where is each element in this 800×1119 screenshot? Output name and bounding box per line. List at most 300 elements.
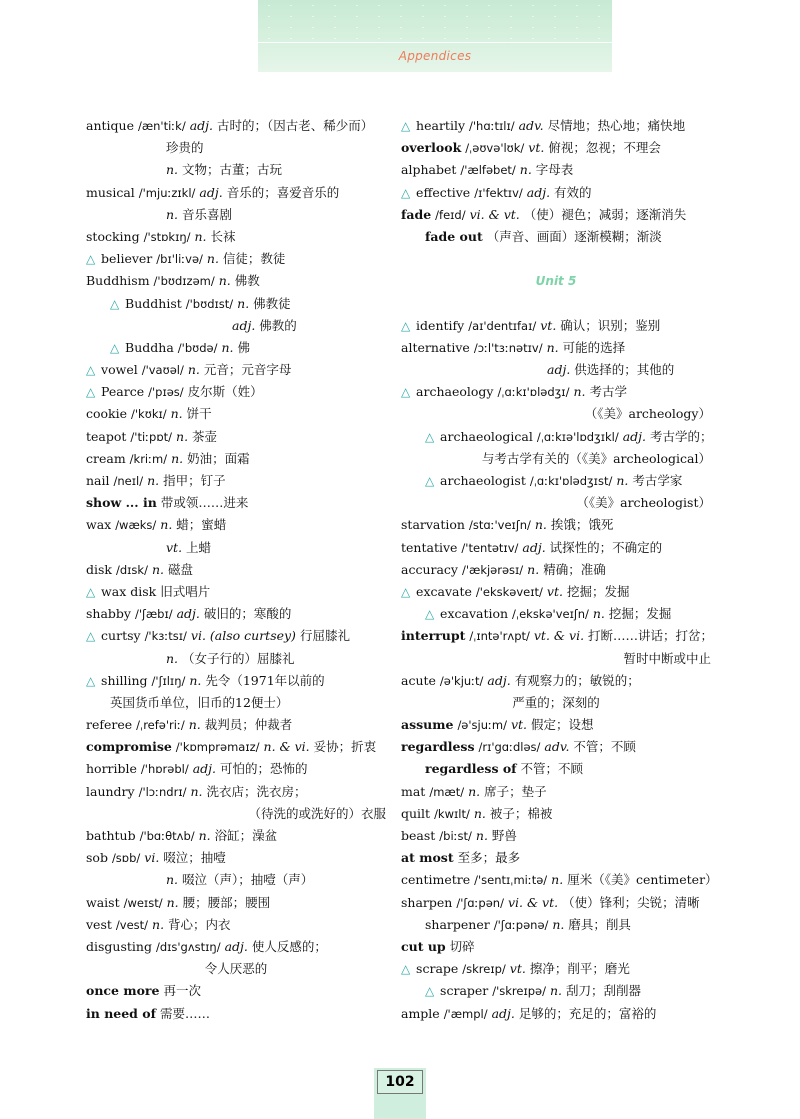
headword: ample xyxy=(401,1005,440,1021)
definition: 使人反感的； xyxy=(251,938,327,954)
definition: 英国货币单位，旧币的12便士） xyxy=(110,694,289,710)
headword: fade xyxy=(401,206,432,222)
pronunciation: /skreɪp/ xyxy=(462,962,506,977)
definition: 裁判员；仲裁者 xyxy=(204,717,293,733)
definition: 刮刀；刮削器 xyxy=(566,983,642,999)
glossary-line xyxy=(86,581,386,603)
headword: effective xyxy=(416,184,471,200)
headword: stocking xyxy=(86,228,140,244)
glossary-line xyxy=(401,670,711,692)
definition: 再一次 xyxy=(163,983,201,999)
headword: cream xyxy=(86,450,126,466)
pronunciation: /'vaʊəl/ xyxy=(141,363,184,378)
glossary-line xyxy=(401,825,711,847)
headword: starvation xyxy=(401,517,465,533)
glossary-line xyxy=(401,892,711,914)
left-glossary-column xyxy=(86,115,386,1025)
definition: 背心；内衣 xyxy=(168,916,231,932)
glossary-line xyxy=(86,426,386,448)
glossary-line xyxy=(86,714,386,736)
glossary-line xyxy=(401,958,711,980)
glossary-line xyxy=(401,736,711,758)
headword: tentative xyxy=(401,539,458,555)
part-of-speech: n. xyxy=(190,783,203,799)
pronunciation: /'pɪəs/ xyxy=(148,385,184,400)
definition: 可能的选择 xyxy=(562,339,626,355)
headword: scraper xyxy=(440,983,489,999)
glossary-line xyxy=(86,248,386,270)
pronunciation: /'ʃɪlɪŋ/ xyxy=(151,673,186,688)
pronunciation: /mæt/ xyxy=(429,784,465,799)
definition: 奶油；面霜 xyxy=(187,450,250,466)
glossary-line xyxy=(401,137,711,159)
definition: （使）褪色；减弱；逐渐消失 xyxy=(523,206,687,222)
headword: disk xyxy=(86,561,112,577)
triangle-icon: △ xyxy=(86,629,100,644)
definition: 洗衣店；洗衣房； xyxy=(206,783,307,799)
definition: 音乐喜剧 xyxy=(182,206,233,222)
pronunciation: /'kɜːtsɪ/ xyxy=(144,629,187,644)
triangle-icon: △ xyxy=(401,185,415,200)
pronunciation: /ˌɑːkɪ'ɒlədʒɪ/ xyxy=(497,385,570,400)
headword: at most xyxy=(401,850,454,866)
definition: 带或领……进来 xyxy=(160,495,249,511)
definition: 俯视；忽视；不理会 xyxy=(548,140,661,156)
pronunciation: /'hɑːtɪlɪ/ xyxy=(469,119,515,133)
definition: 野兽 xyxy=(491,828,517,843)
pronunciation: /'lɔːndrɪ/ xyxy=(138,784,187,799)
part-of-speech: adj. xyxy=(232,317,256,333)
headword: vest xyxy=(86,916,112,932)
headword: archaeologist xyxy=(440,473,526,488)
triangle-icon: △ xyxy=(86,385,100,400)
glossary-line xyxy=(86,514,386,536)
definition: 被子；棉被 xyxy=(489,805,553,821)
pronunciation: /ˌɑːkɪə'lɒdʒɪkl/ xyxy=(536,429,619,444)
definition: 试探性的；不确定的 xyxy=(549,539,663,555)
part-of-speech: n. xyxy=(170,406,183,422)
headword: disgusting xyxy=(86,938,152,954)
headword: excavation xyxy=(440,606,509,622)
headword: accuracy xyxy=(401,561,458,577)
glossary-line xyxy=(401,537,711,559)
part-of-speech: n. xyxy=(551,872,564,888)
definition: 厘米（《美》centimeter） xyxy=(567,872,718,888)
definition: 音乐的；喜爱音乐的 xyxy=(226,184,340,200)
headword: show ... in xyxy=(86,495,157,511)
glossary-line xyxy=(401,648,711,670)
triangle-icon: △ xyxy=(86,252,100,267)
part-of-speech: n. xyxy=(188,717,201,733)
definition: 至多；最多 xyxy=(457,850,521,866)
glossary-line xyxy=(401,226,711,248)
glossary-line xyxy=(86,448,386,470)
definition: 严重的；深刻的 xyxy=(512,694,600,710)
glossary-line xyxy=(86,315,386,337)
pronunciation: /sɒb/ xyxy=(111,851,141,866)
headword: fade out xyxy=(425,228,483,244)
definition: 挖掘；发掘 xyxy=(566,583,630,599)
part-of-speech: n. xyxy=(534,517,547,533)
glossary-line xyxy=(401,1003,711,1025)
definition: 暂时中断或中止 xyxy=(623,650,711,666)
pronunciation: /ɔːl'tɜːnətɪv/ xyxy=(473,340,543,355)
glossary-line xyxy=(401,381,711,403)
headword: once more xyxy=(86,983,160,999)
definition: 饼干 xyxy=(186,406,212,422)
headword: bathtub xyxy=(86,828,136,843)
glossary-line xyxy=(401,293,711,315)
part-of-speech: n. xyxy=(221,339,234,355)
glossary-line xyxy=(86,137,386,159)
definition: 不管；不顾 xyxy=(520,761,584,777)
definition: 挖掘；发掘 xyxy=(608,606,672,622)
pronunciation: /ˌɪntə'rʌpt/ xyxy=(469,629,530,644)
part-of-speech: n. xyxy=(176,428,189,444)
glossary-line xyxy=(86,825,386,847)
glossary-line xyxy=(86,381,386,403)
headword: regardless xyxy=(401,739,475,755)
definition: 考古学家 xyxy=(632,473,683,488)
glossary-line xyxy=(401,603,711,625)
pronunciation: /'bʊdɪzəm/ xyxy=(153,274,215,289)
glossary-line xyxy=(86,892,386,914)
definition: 旧式唱片 xyxy=(160,583,211,599)
part-of-speech: adv. xyxy=(544,739,570,755)
definition: 供选择的；其他的 xyxy=(574,362,675,378)
headword: wax disk xyxy=(101,583,157,599)
definition: 佛 xyxy=(237,339,250,355)
definition: 精确；准确 xyxy=(543,561,606,577)
headword: assume xyxy=(401,717,454,733)
headword: excavate xyxy=(416,583,472,599)
definition: 蜡；蜜蜡 xyxy=(176,517,227,533)
triangle-icon: △ xyxy=(401,318,415,333)
pronunciation: /kriːm/ xyxy=(129,451,168,466)
definition: 上蜡 xyxy=(186,539,212,555)
pronunciation: /biːst/ xyxy=(439,829,472,843)
triangle-icon: △ xyxy=(110,296,124,311)
pronunciation: /rɪ'gɑːdləs/ xyxy=(478,740,541,755)
triangle-icon: △ xyxy=(401,385,415,400)
part-of-speech: n. xyxy=(473,805,486,821)
part-of-speech: vi. & vt. xyxy=(507,894,559,910)
definition: 先令（1971年以前的 xyxy=(205,672,325,688)
glossary-line xyxy=(401,204,711,226)
definition: 考古学的； xyxy=(649,428,713,444)
headword: sharpen xyxy=(401,894,453,910)
glossary-line xyxy=(86,670,386,692)
part-of-speech: n. xyxy=(552,916,565,932)
triangle-icon: △ xyxy=(86,363,100,378)
glossary-line xyxy=(86,958,386,980)
pronunciation: /stɑː'veɪʃn/ xyxy=(468,518,531,533)
glossary-line xyxy=(401,248,711,270)
headword: archaeology xyxy=(416,384,494,400)
pronunciation: /'ælfəbet/ xyxy=(460,163,516,178)
pronunciation: /bɪ'liːvə/ xyxy=(156,252,203,267)
glossary-line xyxy=(401,492,711,514)
pronunciation: /weɪst/ xyxy=(123,895,163,910)
definition: 切碎 xyxy=(449,938,475,954)
headword: referee xyxy=(86,717,133,733)
glossary-line xyxy=(401,581,711,603)
definition: 尽情地；热心地；痛快地 xyxy=(547,118,686,133)
glossary-line xyxy=(86,270,386,292)
definition: 不管；不顾 xyxy=(573,739,636,755)
definition: 茶壶 xyxy=(192,428,218,444)
headword: acute xyxy=(401,672,436,688)
triangle-icon: △ xyxy=(425,474,439,488)
headword: identify xyxy=(416,317,465,333)
headword: beast xyxy=(401,828,436,843)
definition: 字母表 xyxy=(535,162,574,178)
part-of-speech: n. xyxy=(147,473,160,488)
glossary-line xyxy=(401,758,711,780)
glossary-line xyxy=(86,803,386,825)
glossary-line xyxy=(86,781,386,803)
headword: believer xyxy=(101,251,153,267)
pronunciation: /'æmpl/ xyxy=(443,1006,488,1021)
glossary-line xyxy=(86,537,386,559)
headword: heartily xyxy=(416,118,466,133)
glossary-line xyxy=(86,980,386,1002)
glossary-line xyxy=(401,936,711,958)
glossary-line xyxy=(86,470,386,492)
glossary-line xyxy=(401,159,711,181)
glossary-line xyxy=(401,803,711,825)
definition: （声音、画面）逐渐模糊；渐淡 xyxy=(486,228,662,244)
glossary-line xyxy=(401,270,711,292)
glossary-line xyxy=(86,559,386,581)
part-of-speech: n. xyxy=(189,672,202,688)
pronunciation: /'tiːpɒt/ xyxy=(130,429,173,444)
definition: 啜泣（声）；抽噎（声） xyxy=(182,872,314,888)
headword: laundry xyxy=(86,783,135,799)
headword: centimetre xyxy=(401,872,471,888)
pronunciation: /'tentətɪv/ xyxy=(461,540,519,555)
definition: 破旧的；寒酸的 xyxy=(203,606,292,622)
definition: 行屈膝礼 xyxy=(299,628,350,644)
definition: 腰；腰部；腰围 xyxy=(182,894,271,910)
part-of-speech: n. xyxy=(166,872,179,888)
part-of-speech: adj. xyxy=(199,184,223,200)
part-of-speech: n. xyxy=(519,162,532,178)
part-of-speech: n. xyxy=(166,206,179,222)
part-of-speech: n. xyxy=(527,561,540,577)
definition: （女子行的）屈膝礼 xyxy=(182,650,295,666)
part-of-speech: vt. xyxy=(540,317,557,333)
definition: 珍贵的 xyxy=(166,140,204,156)
headword: alternative xyxy=(401,339,470,355)
definition: 妥协；折衷 xyxy=(313,739,377,755)
triangle-icon: △ xyxy=(401,119,415,133)
definition: 与考古学有关的（《美》archeological） xyxy=(481,450,711,466)
part-of-speech: adj. xyxy=(526,184,551,200)
definition: 皮尔斯（姓） xyxy=(187,384,263,400)
part-of-speech: adj. xyxy=(622,428,646,444)
header-title: Appendices xyxy=(398,49,472,63)
pronunciation: /ə'sjuːm/ xyxy=(457,718,507,733)
part-of-speech: adj. xyxy=(522,539,546,555)
part-of-speech: n. xyxy=(573,384,586,400)
part-of-speech: n. xyxy=(160,517,173,533)
pronunciation: /feɪd/ xyxy=(435,207,466,222)
glossary-line xyxy=(86,758,386,780)
part-of-speech: n. xyxy=(616,473,629,488)
glossary-line xyxy=(86,293,386,315)
part-of-speech: n. xyxy=(171,450,184,466)
unit-heading: Unit 5 xyxy=(535,274,577,289)
glossary-line xyxy=(86,492,386,514)
pronunciation: /neɪl/ xyxy=(113,474,144,488)
glossary-line xyxy=(401,448,711,470)
pronunciation: /'hɒrəbl/ xyxy=(140,762,189,777)
triangle-icon: △ xyxy=(86,673,100,688)
definition: 可怕的；恐怖的 xyxy=(219,761,308,777)
part-of-speech: adv. xyxy=(518,118,544,133)
headword: teapot xyxy=(86,428,127,444)
part-of-speech: n. xyxy=(468,783,481,799)
headword: sharpener xyxy=(425,916,490,932)
pronunciation: /'ækjərəsɪ/ xyxy=(461,562,524,577)
glossary-line xyxy=(401,426,711,448)
part-of-speech: adj. xyxy=(547,362,571,378)
part-of-speech: n. xyxy=(166,650,179,666)
definition: 擦净；削平；磨光 xyxy=(529,961,630,977)
pronunciation: /kwɪlt/ xyxy=(434,806,470,821)
headword: compromise xyxy=(86,739,172,755)
headword: Pearce xyxy=(101,384,145,400)
pronunciation: /dɪs'gʌstɪŋ/ xyxy=(155,939,221,954)
definition: 长袜 xyxy=(210,228,236,244)
glossary-line xyxy=(86,692,386,714)
pronunciation: /'sentɪˌmiːtə/ xyxy=(474,873,548,888)
page-header-banner xyxy=(258,0,612,72)
triangle-icon: △ xyxy=(425,429,439,444)
glossary-line xyxy=(86,359,386,381)
pronunciation: /aɪ'dentɪfaɪ/ xyxy=(468,318,537,333)
part-of-speech: vi. & vt. xyxy=(469,206,520,222)
definition: 打断……讲话；打岔； xyxy=(588,628,714,644)
headword: cookie xyxy=(86,406,128,422)
definition: 挨饿；饿死 xyxy=(550,517,614,533)
part-of-speech: n. xyxy=(592,606,605,622)
part-of-speech: n. xyxy=(218,273,231,289)
headword: shilling xyxy=(101,672,148,688)
page-number: 102 xyxy=(377,1070,423,1094)
glossary-line xyxy=(86,603,386,625)
part-of-speech: n. xyxy=(151,561,164,577)
glossary-line xyxy=(86,204,386,226)
definition: 有效的 xyxy=(554,184,592,200)
headword: shabby xyxy=(86,606,131,622)
definition: 假定；设想 xyxy=(531,717,594,733)
part-of-speech: vi. (also curtsey) xyxy=(190,628,296,644)
triangle-icon: △ xyxy=(86,584,100,599)
glossary-line xyxy=(401,315,711,337)
part-of-speech: n. xyxy=(237,295,250,311)
part-of-speech: n. xyxy=(550,983,563,999)
headword: archaeological xyxy=(440,428,533,444)
definition: 啜泣；抽噎 xyxy=(163,850,226,866)
headword: in need of xyxy=(86,1005,156,1021)
headword: overlook xyxy=(401,140,462,156)
pronunciation: /ˌəʊvə'lʊk/ xyxy=(465,141,525,156)
pronunciation: /ˌɑːkɪ'ɒlədʒɪst/ xyxy=(529,474,613,488)
definition: 古时的；（因古老、稀少而） xyxy=(216,118,374,133)
glossary-line xyxy=(86,226,386,248)
glossary-line xyxy=(86,337,386,359)
headword: horrible xyxy=(86,761,137,777)
pronunciation: /'skreɪpə/ xyxy=(492,984,547,999)
glossary-line xyxy=(401,470,711,492)
glossary-line xyxy=(401,869,718,891)
part-of-speech: vt. xyxy=(509,961,526,977)
part-of-speech: n. xyxy=(152,916,165,932)
glossary-line xyxy=(86,914,386,936)
glossary-line xyxy=(401,781,711,803)
glossary-line xyxy=(86,115,386,137)
definition: （使）锋利；尖锐；清晰 xyxy=(562,894,700,910)
pronunciation: /'kʊkɪ/ xyxy=(131,407,167,422)
definition: 席子；垫子 xyxy=(484,783,547,799)
header-pattern xyxy=(258,0,612,40)
headword: vowel xyxy=(101,362,138,378)
definition: 确认；识别；鉴别 xyxy=(560,317,661,333)
part-of-speech: n. xyxy=(546,339,559,355)
pronunciation: /'bʊdɪst/ xyxy=(185,296,234,311)
headword: nail xyxy=(86,473,110,488)
part-of-speech: vt. & vi. xyxy=(533,628,585,644)
headword: curtsy xyxy=(101,628,141,644)
glossary-line xyxy=(401,115,711,137)
headword: waist xyxy=(86,894,120,910)
part-of-speech: vt. xyxy=(510,717,528,733)
pronunciation: /'ʃɑːpən/ xyxy=(456,895,504,910)
pronunciation: /'stɒkɪŋ/ xyxy=(143,229,191,244)
headword: regardless of xyxy=(425,761,517,777)
pronunciation: /'bɑːθtʌb/ xyxy=(139,829,195,843)
definition: 浴缸；澡盆 xyxy=(214,828,278,843)
glossary-line xyxy=(401,559,711,581)
part-of-speech: vi. xyxy=(144,850,160,866)
headword: scrape xyxy=(416,961,459,977)
glossary-line xyxy=(401,980,711,1002)
glossary-line xyxy=(86,869,386,891)
part-of-speech: adj. xyxy=(189,118,213,133)
pronunciation: /'kɒmprəmaɪz/ xyxy=(175,740,260,755)
glossary-line xyxy=(86,648,386,670)
headword: mat xyxy=(401,783,426,799)
glossary-line xyxy=(401,182,711,204)
triangle-icon: △ xyxy=(401,962,415,977)
glossary-line xyxy=(86,625,386,647)
glossary-line xyxy=(86,159,386,181)
glossary-line xyxy=(401,403,711,425)
glossary-line xyxy=(401,914,711,936)
part-of-speech: vt. xyxy=(546,583,563,599)
definition: 考古学 xyxy=(589,384,627,400)
headword: Buddhism xyxy=(86,273,150,289)
glossary-line xyxy=(401,625,714,647)
definition: （待洗的或洗好的）衣服 xyxy=(248,805,386,821)
part-of-speech: vt. xyxy=(166,539,183,555)
definition: 佛教 xyxy=(234,273,260,289)
headword: musical xyxy=(86,184,135,200)
pronunciation: /wæks/ xyxy=(115,518,157,533)
glossary-line xyxy=(401,337,711,359)
